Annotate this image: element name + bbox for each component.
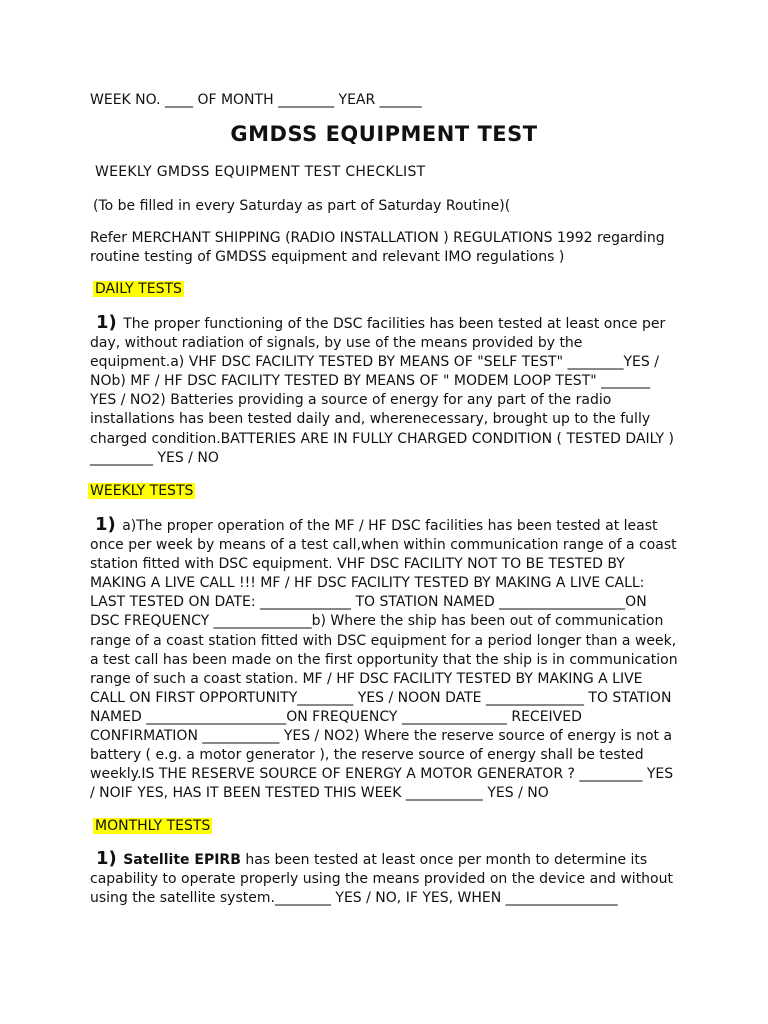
monthly-tests-paragraph: [90, 849, 680, 908]
satellite-epirb-label: Satellite EPIRB: [123, 852, 241, 868]
weekly-tests-heading-wrap: [88, 482, 195, 501]
weekly-tests-paragraph: [90, 515, 680, 803]
checklist-subtitle: WEEKLY GMDSS EQUIPMENT TEST CHECKLIST: [95, 164, 426, 180]
weekly-tests-text: a)The proper operation of the MF / HF DSC facilities has been tested at least once per week by means of a test call,when within communication range of a coast station fitted with DSC equipment. VHF DSC FACILITY NOT TO BE TESTED BY MAKING A LIVE CALL !!! MF / HF DSC FACILITY TESTED BY MAKING A LIVE CALL: LAST TESTED ON DATE: _____________ TO STATION NAMED __________________ON DSC FREQUENCY ______________b) Where the ship has been out of communication range of a coast station fitted with DSC equipment for a period longer than a week, a test call has been made on the first opportunity that the ship is in communication range of such a coast station. MF / HF DSC FACILITY TESTED BY MAKING A LIVE CALL ON FIRST OPPORTUNITY________ YES / NOON DATE ______________ TO STATION NAMED ____________________ON FREQUENCY _______________ RECEIVED CONFIRMATION ___________ YES / NO2) Where the reserve source of energy is not a battery ( e.g. a motor generator ), the reserve source of energy shall be tested weekly.IS THE RESERVE SOURCE OF ENERGY A MOTOR GENERATOR ? _________ YES / NOIF YES, HAS IT BEEN TESTED THIS WEEK ___________ YES / NO: [90, 518, 678, 802]
monthly-tests-text: has been tested at least once per month to determine its capability to operate properly using the means provided on the device and without using the satellite system.________ YES / NO, IF YES, WHEN ________________: [90, 852, 673, 907]
refer-regulations-line-1: Refer MERCHANT SHIPPING (RADIO INSTALLATION ) REGULATIONS 1992 regarding: [90, 230, 665, 246]
instruction-text: (To be filled in every Saturday as part of Saturday Routine)(: [93, 198, 511, 214]
daily-tests-text: The proper functioning of the DSC facilities has been tested at least once per day, without radiation of signals, by use of the means provided by the equipment.a) VHF DSC FACILITY TESTED BY MEANS OF "SELF TEST" ________YES / NOb) MF / HF DSC FACILITY TESTED BY MEANS OF " MODEM LOOP TEST" _______ YES / NO2) Batteries providing a source of energy for any part of the radio installations has been tested daily and, wherenecessary, brought up to the fully charged condition.BATTERIES ARE IN FULLY CHARGED CONDITION ( TESTED DAILY ) _________ YES / NO: [90, 316, 675, 466]
weekly-tests-heading: WEEKLY TESTS: [90, 483, 194, 499]
refer-regulations-line-2: routine testing of GMDSS equipment and relevant IMO regulations ): [90, 249, 565, 265]
weekly-item-number: 1): [95, 514, 116, 535]
daily-tests-heading: DAILY TESTS: [95, 281, 182, 297]
daily-tests-paragraph: [90, 313, 680, 468]
monthly-tests-heading-wrap: [93, 817, 212, 836]
daily-tests-heading-wrap: [93, 280, 184, 299]
document-title: GMDSS EQUIPMENT TEST: [230, 122, 538, 146]
monthly-tests-heading: MONTHLY TESTS: [95, 818, 211, 834]
week-month-year-line: WEEK NO. ____ OF MONTH ________ YEAR ______: [90, 92, 422, 108]
daily-item-number: 1): [96, 312, 117, 333]
monthly-item-number: 1): [96, 848, 117, 869]
